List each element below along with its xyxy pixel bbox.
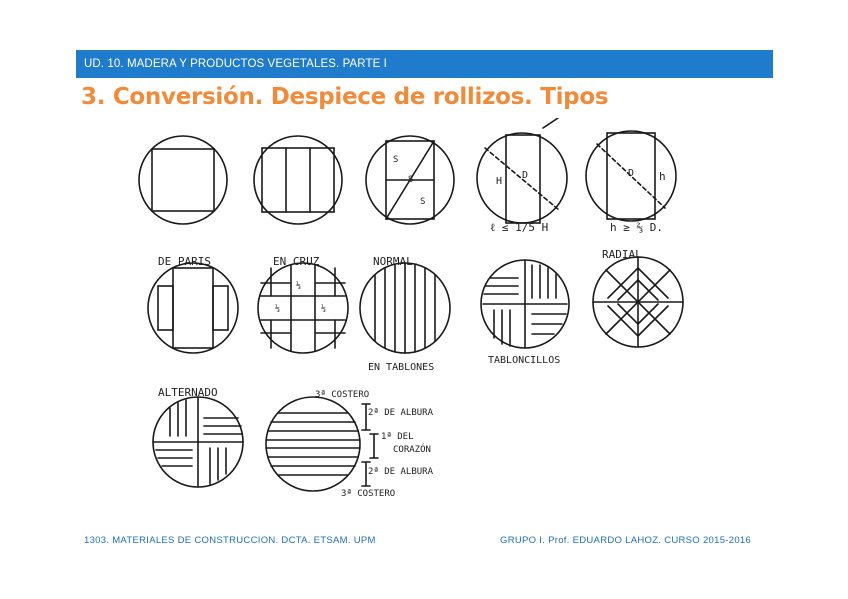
label-corazon-2: CORAZÓN <box>393 445 431 455</box>
svg-text:D: D <box>628 168 635 179</box>
svg-text:⅓: ⅓ <box>296 281 301 290</box>
svg-text:S: S <box>420 197 426 207</box>
label-normal: NORMAL. <box>373 255 420 268</box>
height-rectangle-diagram <box>477 118 567 234</box>
boards-by-zone-diagram <box>266 397 378 491</box>
tabloncillos-cut-diagram <box>481 260 569 348</box>
label-de-paris: DE PARIS <box>158 255 211 268</box>
svg-text:h: h <box>659 170 666 183</box>
label-en-tablones: EN TABLONES <box>368 362 435 373</box>
svg-text:S: S <box>408 175 414 185</box>
formula-right: h ≥ ⅔ D. <box>610 221 663 234</box>
label-en-cruz: EN CRUZ <box>273 255 320 268</box>
label-corazon-1: 1ª DEL <box>381 432 414 442</box>
slide-title: 3. Conversión. Despiece de rollizos. Tipos <box>81 84 609 110</box>
svg-text:H: H <box>496 176 503 187</box>
footer-professor-info: GRUPO I. Prof. EDUARDO LAHOZ. CURSO 2015-2016 <box>500 535 752 546</box>
label-alternado: ALTERNADO <box>158 386 218 399</box>
square-cut-diagram <box>139 136 227 224</box>
label-costero-bottom: 3ª COSTERO <box>341 489 396 499</box>
en-cruz-cut-diagram <box>258 263 348 353</box>
de-paris-cut-diagram <box>148 263 238 353</box>
svg-text:⅓: ⅓ <box>321 304 326 313</box>
label-costero-top: 3ª COSTERO <box>315 390 370 400</box>
normal-plank-cut-diagram <box>360 263 450 353</box>
header-text: UD. 10. MADERA Y PRODUCTOS VEGETALES. PARTE I <box>84 58 387 70</box>
svg-text:D: D <box>522 170 529 181</box>
svg-text:S: S <box>393 155 399 165</box>
formula-left: ℓ ≤ 1/5 H <box>490 221 549 234</box>
footer-course-info: 1303. MATERIALES DE CONSTRUCCION. DCTA. ETSAM. UPM <box>84 535 376 546</box>
radial-cut-diagram <box>593 257 683 347</box>
label-tabloncillos: TABLONCILLOS <box>488 355 561 366</box>
svg-text:⅓: ⅓ <box>275 304 280 313</box>
label-albura-top: 2ª DE ALBURA <box>368 408 434 418</box>
label-albura-bottom: 2ª DE ALBURA <box>368 467 434 477</box>
proportion-rectangle-diagram <box>586 131 676 234</box>
three-piece-cut-diagram <box>254 136 342 224</box>
log-conversion-drawings <box>138 118 698 520</box>
header-bar <box>76 50 773 78</box>
alternado-cut-diagram <box>153 397 243 487</box>
label-radial: RADIAL <box>602 248 642 261</box>
diagonal-cut-diagram <box>366 136 454 224</box>
